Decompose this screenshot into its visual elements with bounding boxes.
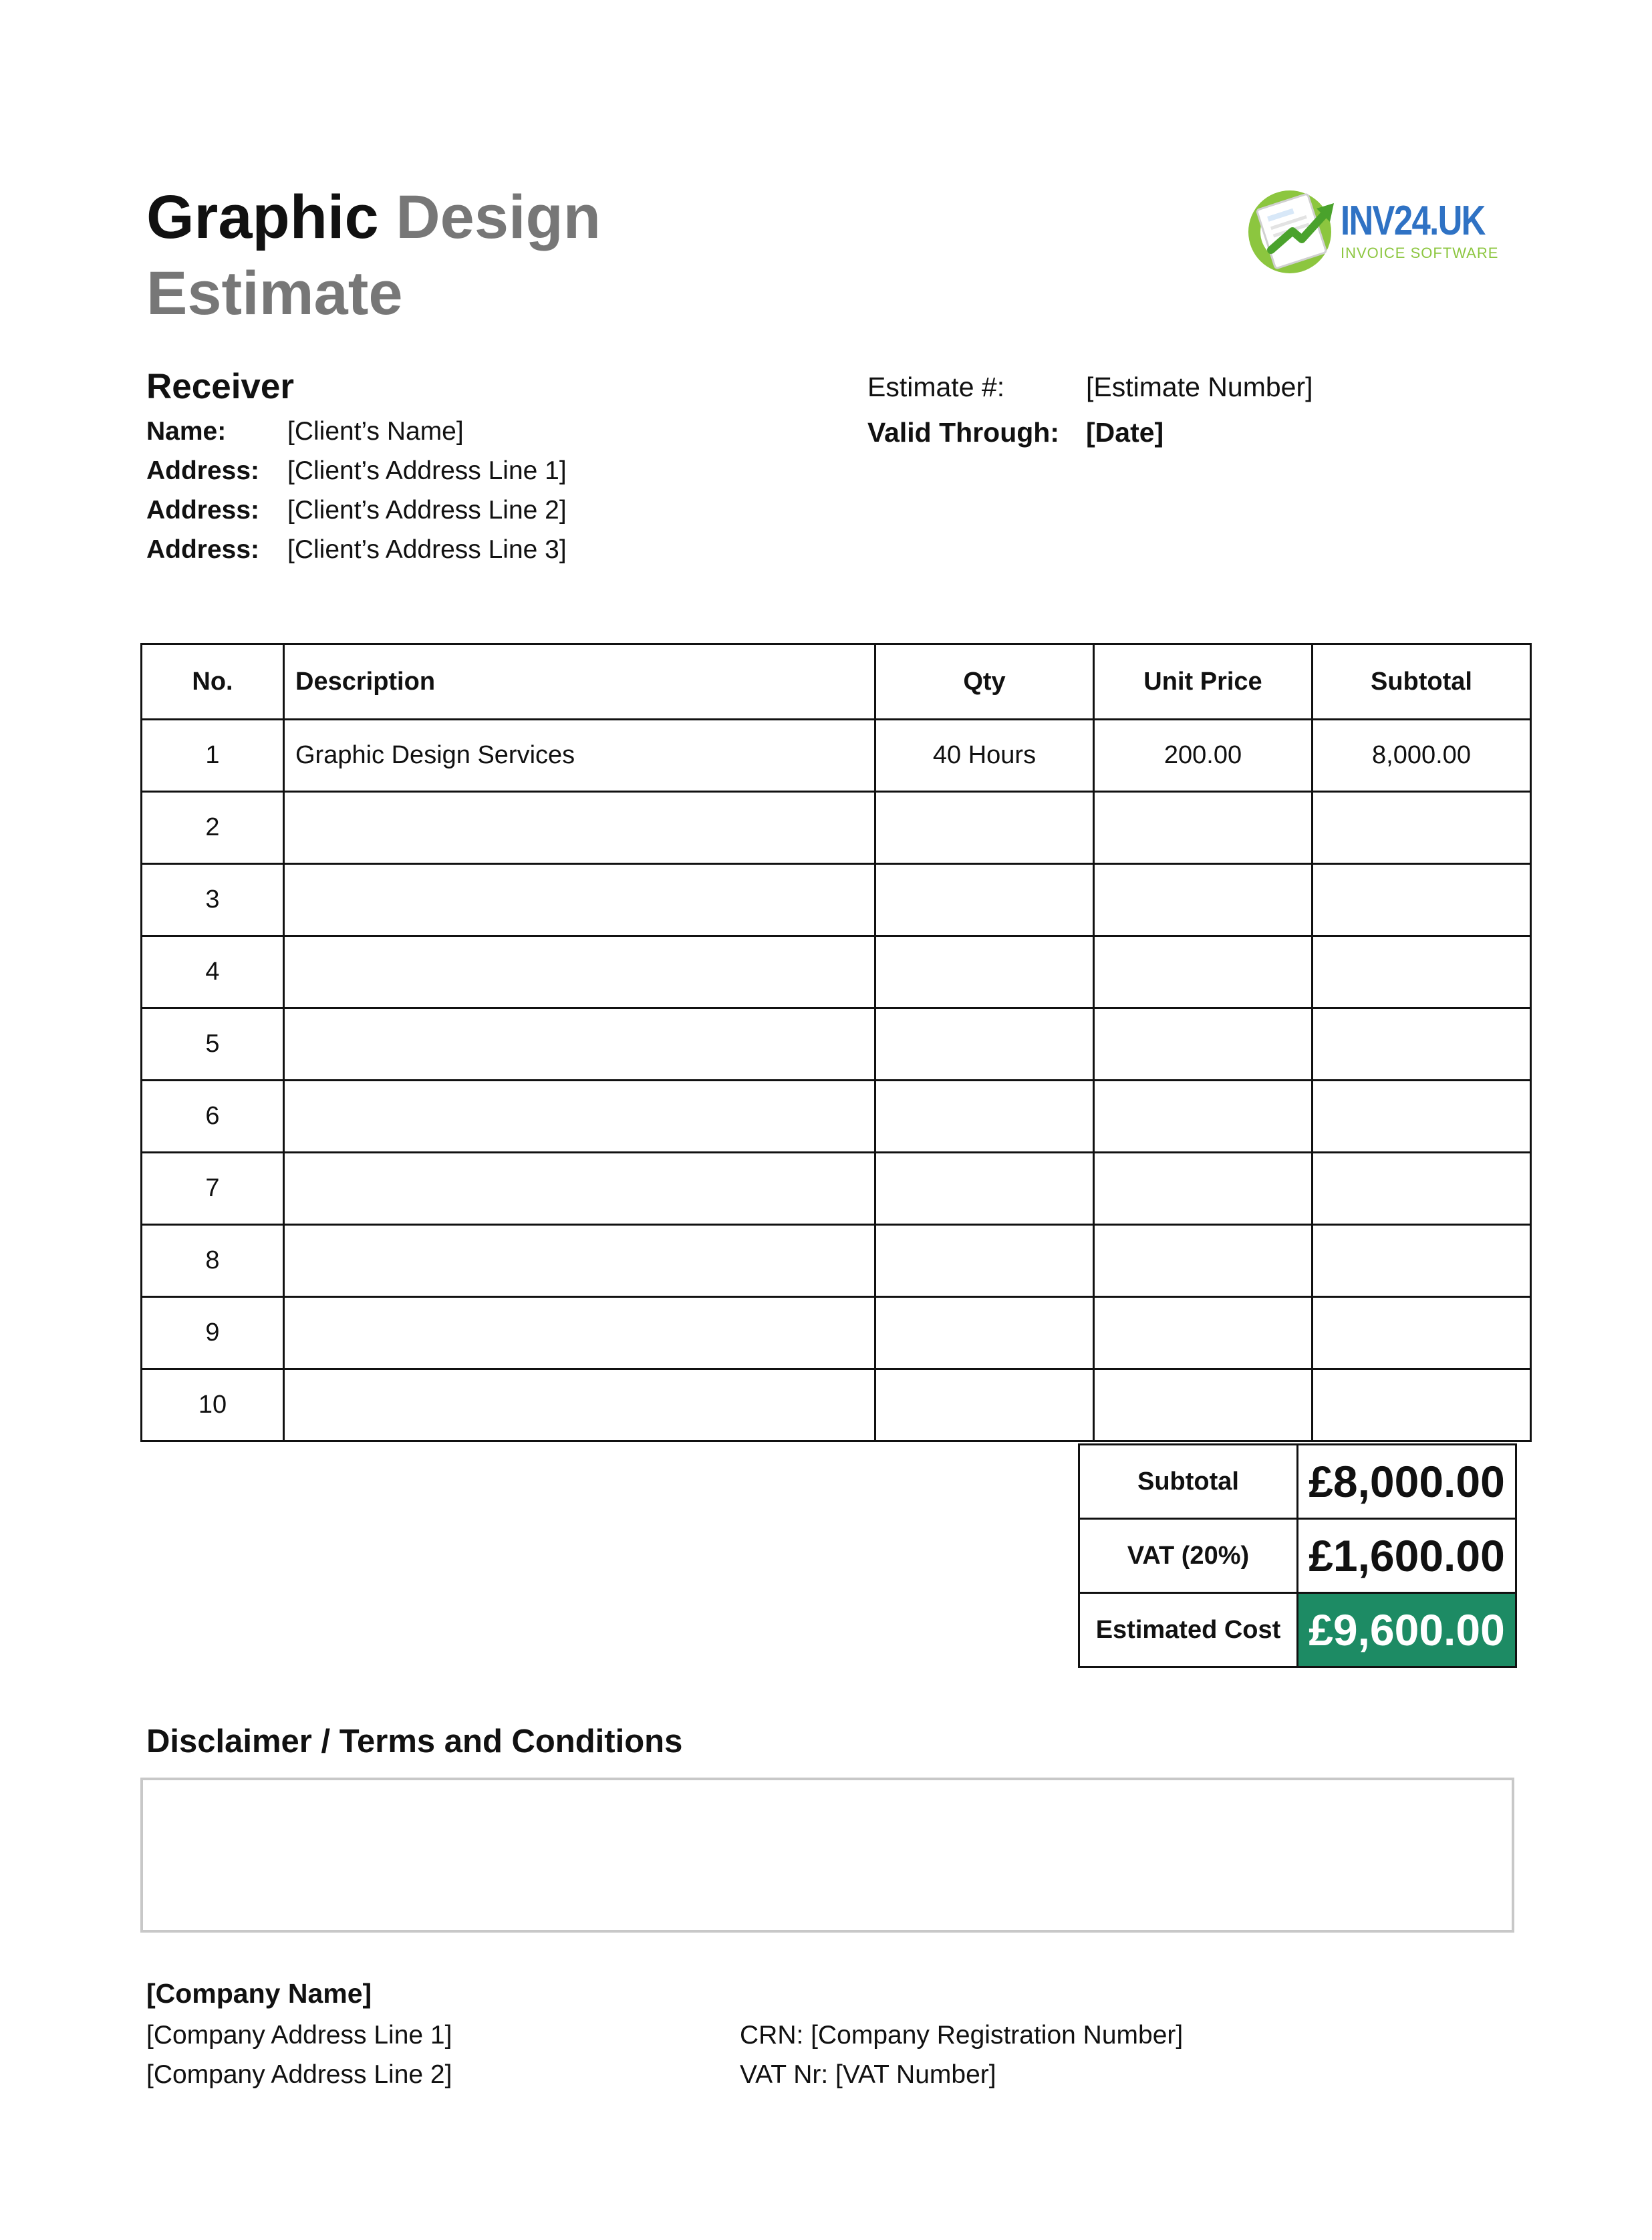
- row-number: 5: [142, 1008, 284, 1081]
- row-subtotal: [1313, 936, 1531, 1008]
- table-header-row: [142, 644, 1531, 720]
- row-description: [284, 1225, 875, 1297]
- subtotal-value: £8,000.00: [1298, 1445, 1516, 1519]
- row-qty: 40 Hours: [875, 720, 1094, 792]
- row-number: 3: [142, 864, 284, 936]
- row-number: 1: [142, 720, 284, 792]
- title-word-3: Estimate: [146, 259, 403, 327]
- estimate-number-value: [Estimate Number]: [1086, 372, 1313, 402]
- table-row: [142, 1297, 1531, 1369]
- vat-value: £1,600.00: [1298, 1519, 1516, 1593]
- row-qty: [875, 1225, 1094, 1297]
- company-address-line-1: [Company Address Line 1]: [146, 2021, 452, 2050]
- row-unit-price: [1094, 1297, 1313, 1369]
- valid-through-value: [Date]: [1086, 417, 1164, 448]
- estimated-cost-label: Estimated Cost: [1079, 1593, 1298, 1667]
- logo-tagline: INVOICE SOFTWARE: [1341, 245, 1499, 261]
- row-description: Graphic Design Services: [284, 720, 875, 792]
- row-qty: [875, 864, 1094, 936]
- row-qty: [875, 1081, 1094, 1153]
- row-unit-price: [1094, 936, 1313, 1008]
- company-name: [Company Name]: [146, 1978, 372, 2009]
- row-description: [284, 1369, 875, 1441]
- receiver-address-label: Address:: [146, 496, 260, 525]
- table-row: [142, 1225, 1531, 1297]
- logo-text: [1341, 198, 1516, 262]
- row-description: [284, 1297, 875, 1369]
- estimate-number-label: Estimate #:: [867, 372, 1005, 402]
- row-number: 4: [142, 936, 284, 1008]
- row-subtotal: [1313, 1008, 1531, 1081]
- row-qty: [875, 936, 1094, 1008]
- receiver-address-value: [Client’s Address Line 3]: [287, 535, 567, 564]
- valid-through-label: Valid Through:: [867, 417, 1059, 448]
- table-row: [142, 792, 1531, 864]
- header-subtotal: Subtotal: [1313, 644, 1531, 720]
- receiver-address-value: [Client’s Address Line 1]: [287, 456, 567, 485]
- header-qty: Qty: [875, 644, 1094, 720]
- row-description: [284, 864, 875, 936]
- totals-subtotal-row: [1079, 1445, 1516, 1519]
- row-qty: [875, 1153, 1094, 1225]
- row-subtotal: [1313, 1081, 1531, 1153]
- header-unit-price: Unit Price: [1094, 644, 1313, 720]
- row-subtotal: [1313, 1369, 1531, 1441]
- row-subtotal: 8,000.00: [1313, 720, 1531, 792]
- row-unit-price: [1094, 1225, 1313, 1297]
- title-word-2: Design: [396, 183, 601, 251]
- row-subtotal: [1313, 1297, 1531, 1369]
- totals-vat-row: [1079, 1519, 1516, 1593]
- table-row: [142, 1153, 1531, 1225]
- row-number: 7: [142, 1153, 284, 1225]
- header-no: No.: [142, 644, 284, 720]
- row-number: 6: [142, 1081, 284, 1153]
- receiver-name-value: [Client’s Name]: [287, 417, 464, 446]
- row-unit-price: [1094, 792, 1313, 864]
- receiver-address-value: [Client’s Address Line 2]: [287, 496, 567, 525]
- row-subtotal: [1313, 864, 1531, 936]
- row-unit-price: [1094, 864, 1313, 936]
- row-qty: [875, 1369, 1094, 1441]
- table-row: [142, 1008, 1531, 1081]
- row-unit-price: 200.00: [1094, 720, 1313, 792]
- company-crn: CRN: [Company Registration Number]: [740, 2021, 1184, 2050]
- company-vat-number: VAT Nr: [VAT Number]: [740, 2060, 996, 2089]
- table-row: [142, 1081, 1531, 1153]
- totals-table: [1078, 1443, 1517, 1668]
- row-qty: [875, 1297, 1094, 1369]
- row-subtotal: [1313, 1153, 1531, 1225]
- table-row: [142, 1369, 1531, 1441]
- vat-label: VAT (20%): [1079, 1519, 1298, 1593]
- receiver-address-label: Address:: [146, 456, 260, 485]
- page-title: [146, 179, 601, 331]
- header-description: Description: [284, 644, 875, 720]
- subtotal-label: Subtotal: [1079, 1445, 1298, 1519]
- row-qty: [875, 1008, 1094, 1081]
- row-unit-price: [1094, 1081, 1313, 1153]
- row-qty: [875, 792, 1094, 864]
- row-unit-price: [1094, 1153, 1313, 1225]
- receiver-name-label: Name:: [146, 417, 227, 446]
- company-address-line-2: [Company Address Line 2]: [146, 2060, 452, 2089]
- disclaimer-text-box[interactable]: [140, 1778, 1514, 1933]
- logo-name: INV24.UK: [1341, 198, 1485, 244]
- receiver-heading: Receiver: [146, 367, 295, 406]
- row-number: 2: [142, 792, 284, 864]
- table-row: [142, 864, 1531, 936]
- row-unit-price: [1094, 1369, 1313, 1441]
- row-description: [284, 1008, 875, 1081]
- receiver-address-label: Address:: [146, 535, 260, 564]
- row-number: 8: [142, 1225, 284, 1297]
- row-subtotal: [1313, 1225, 1531, 1297]
- table-row: [142, 720, 1531, 792]
- row-number: 10: [142, 1369, 284, 1441]
- row-description: [284, 1153, 875, 1225]
- row-description: [284, 1081, 875, 1153]
- row-subtotal: [1313, 792, 1531, 864]
- estimated-cost-value: £9,600.00: [1298, 1593, 1516, 1667]
- totals-estimated-row: [1079, 1593, 1516, 1667]
- row-description: [284, 792, 875, 864]
- disclaimer-heading: Disclaimer / Terms and Conditions: [146, 1723, 683, 1760]
- table-row: [142, 936, 1531, 1008]
- row-unit-price: [1094, 1008, 1313, 1081]
- row-description: [284, 936, 875, 1008]
- row-number: 9: [142, 1297, 284, 1369]
- items-table: [140, 643, 1532, 1442]
- title-word-1: Graphic: [146, 183, 379, 251]
